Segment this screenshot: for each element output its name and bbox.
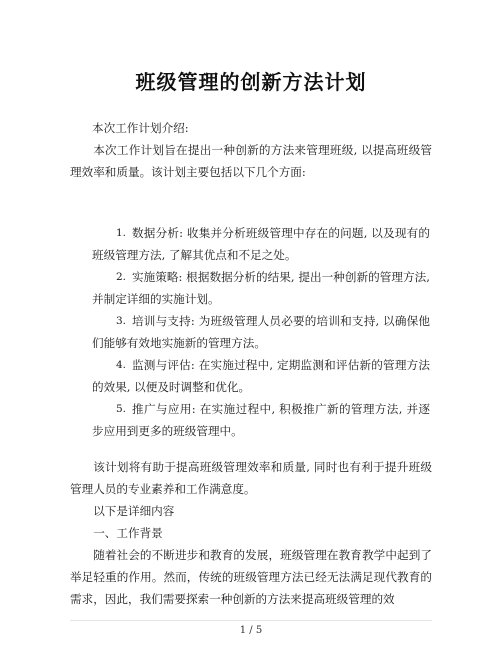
page-number: 1 / 5 — [239, 625, 263, 636]
list-item-text: 推广与应用: 在实施过程中, 积极推广新的管理方法, 并逐步应用到更多的班级管理中。 — [92, 402, 430, 438]
list-item-text: 培训与支持: 为班级管理人员必要的培训和支持, 以确保他们能够有效地实施新的管理方法。 — [92, 314, 430, 350]
list-number-2: 2. — [116, 271, 127, 283]
list-item-2 — [92, 266, 430, 310]
summary-paragraph: 该计划将有助于提高班级管理效率和质量, 同时也有利于提升班级管理人员的专业素养和工作满意度。 — [70, 460, 432, 496]
intro-heading: 本次工作计划介绍: — [92, 121, 189, 135]
detail-heading: 以下是详细内容 — [93, 504, 175, 518]
list-number-1: 1. — [116, 227, 127, 239]
section-paragraph: 随着社会的不断进步和教育的发展，班级管理在教育教学中起到了举足轻重的作用。然而，传统的班级管理方法已经无法满足现代教育的需求，因此，我们需要探索一种创新的方法来提高班级管理的效 — [70, 548, 432, 606]
list-item-4 — [92, 354, 430, 398]
list-item-text: 数据分析: 收集并分析班级管理中存在的问题, 以及现有的班级管理方法, 了解其优点和不足之处。 — [92, 226, 430, 262]
list-item-text: 实施策略: 根据数据分析的结果, 提出一种创新的管理方法, 并制定详细的实施计划。 — [92, 270, 430, 306]
page-title: 班级管理的创新方法计划 — [135, 70, 367, 94]
section-heading: 一、工作背景 — [93, 526, 163, 540]
list-number-3: 3. — [116, 315, 127, 327]
list-item-text: 监测与评估: 在实施过程中, 定期监测和评估新的管理方法的效果, 以便及时调整和优化。 — [92, 358, 430, 394]
intro-paragraph: 本次工作计划旨在提出一种创新的方法来管理班级, 以提高班级管理效率和质量。该计划主要包括以下几个方面: — [70, 143, 432, 179]
list-item-1 — [92, 222, 430, 266]
footer-divider — [70, 620, 432, 621]
list-number-5: 5. — [116, 403, 127, 415]
list-item-3 — [92, 310, 430, 354]
list-number-4: 4. — [116, 359, 127, 371]
list-item-5 — [92, 398, 430, 442]
